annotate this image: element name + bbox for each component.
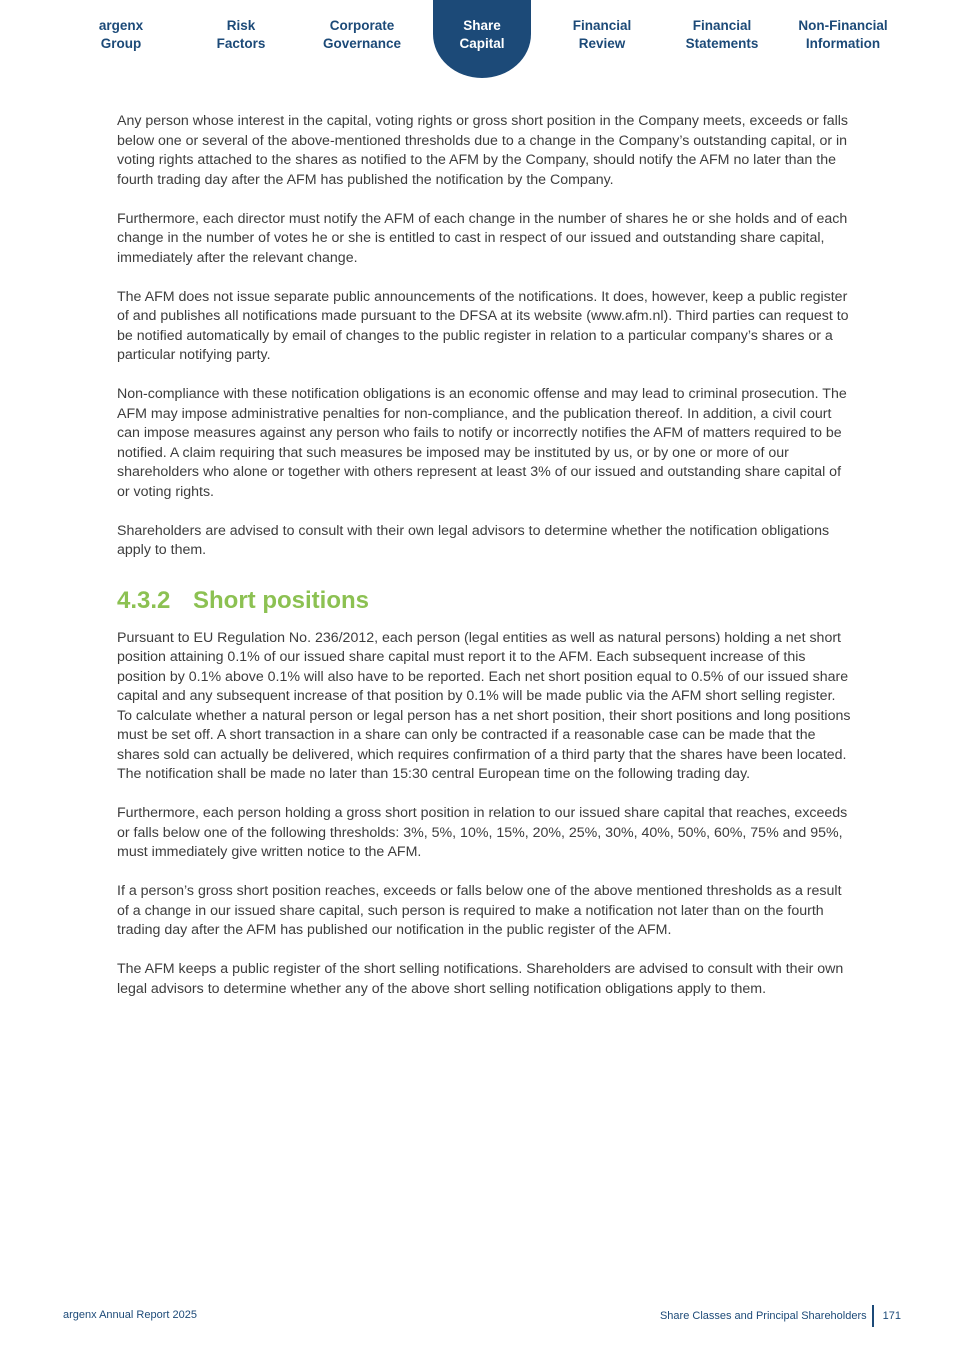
nav-tab-financial-review[interactable] xyxy=(542,10,662,70)
top-navigation xyxy=(0,0,964,80)
nav-tab-argenx-group[interactable] xyxy=(61,10,181,70)
nav-tab-label-line1: Financial xyxy=(572,18,632,33)
paragraph: Any person whose interest in the capital, voting rights or gross short position in the Company meets, exceeds or falls below one or several of the above-mentioned thresholds due to a change in the Company’s outstanding capital, or in voting rights attached to the shares as notified to the AFM by the Company, should notify the AFM no later than the fourth trading day after the AFM has published the notification by the Company. xyxy=(117,113,849,188)
nav-tab-non-financial-information[interactable] xyxy=(783,10,903,70)
section-title: Short positions xyxy=(193,586,369,614)
nav-tab-risk-factors[interactable] xyxy=(181,10,301,70)
nav-tab-share-capital[interactable] xyxy=(422,10,542,70)
footer-section-info xyxy=(660,1305,901,1327)
paragraph: Non-compliance with these notification obligations is an economic offense and may lead to criminal prosecution. The AFM may impose administrative penalties for non-compliance, and the publication thereof. In addition, a civil court can impose measures against any person who fails to notify or incorrectly notifies the AFM of matters required to be notified. A claim requiring that such measures be imposed may be instituted by us, or by one or more of our shareholders who alone or together with others represent at least 3% of our issued and outstanding share capital of or voting rights. xyxy=(117,386,847,500)
paragraph: Pursuant to EU Regulation No. 236/2012, each person (legal entities as well as natural persons) holding a net short position attaining 0.1% of our issued share capital must report it to the AFM. Each subsequent increase of this position by 0.1% above 0.1% will also have to be reported. Each net short position equal to 0.5% of our issued share capital and any subsequent increase of that position by 0.1% will be made public via the AFM short selling register. To calculate whether a natural person or legal person has a net short position, their short positions and long positions must be set off. A short transaction in a share can only be contracted if a reasonable case can be made that the shares sold can actually be delivered, which requires confirmation of a third party that the shares have been located. The notification shall be made no later than 15:30 central European time on the following trading day. xyxy=(117,629,851,782)
paragraph: If a person’s gross short position reaches, exceeds or falls below one of the above mentioned thresholds as a result of a change in our issued share capital, such person is required to make a notification not later than on the fourth trading day after the AFM has published our notification in the public register of the AFM. xyxy=(117,883,842,938)
paragraph: Shareholders are advised to consult with their own legal advisors to determine whether the notification obligations apply to them. xyxy=(117,522,830,558)
nav-tab-label-line2: Group xyxy=(100,36,142,51)
footer-section-name: Share Classes and Principal Shareholders xyxy=(659,1310,867,1322)
page-number: 171 xyxy=(882,1310,901,1322)
nav-tab-label-line2: Statements xyxy=(685,36,759,51)
nav-tab-label-line2: Information xyxy=(805,36,881,51)
paragraph: Furthermore, each person holding a gross short position in relation to our issued share capital that reaches, exceeds or falls below one of the following thresholds: 3%, 5%, 10%, 15%, 20%, 25%, 30%, 40%, 50%, 60%, 75% and 95%, must immediately give written notice to the AFM. xyxy=(117,805,848,860)
nav-tab-label-line1: argenx xyxy=(98,18,144,33)
nav-tab-financial-statements[interactable] xyxy=(662,10,782,70)
nav-tab-label-line2: Governance xyxy=(322,36,402,51)
nav-tab-label-line1: Financial xyxy=(692,18,752,33)
main-content xyxy=(117,112,851,1019)
nav-tab-label-line1: Non-Financial xyxy=(798,18,888,33)
nav-tab-label-line1: Risk xyxy=(226,18,256,33)
nav-tab-label-line2: Review xyxy=(578,36,626,51)
paragraph: The AFM does not issue separate public announcements of the notifications. It does, however, keep a public register of and publishes all notifications made pursuant to the DFSA at its website (www.afm.nl). Third parties can request to be notified automatically by email of changes to the public register in relation to a particular company’s shares or a particular notifying party. xyxy=(117,288,849,363)
paragraph: The AFM keeps a public register of the short selling notifications. Shareholders are advised to consult with their own legal advisors to determine whether any of the above short selling notification obligations apply to them. xyxy=(117,961,844,997)
footer-report-title: argenx Annual Report 2025 xyxy=(63,1309,197,1321)
nav-tab-corporate-governance[interactable] xyxy=(302,10,422,70)
section-heading xyxy=(117,586,851,616)
nav-tab-label-line2: Factors xyxy=(216,36,266,51)
paragraph: Furthermore, each director must notify the AFM of each change in the number of shares he or she holds and of each change in the number of votes he or she is entitled to cast in respect of our issued and outstanding share capital, immediately after the relevant change. xyxy=(117,210,848,266)
nav-tab-label-line2: Capital xyxy=(459,36,505,51)
nav-tab-label-line1: Corporate xyxy=(329,18,395,33)
section-number: 4.3.2 xyxy=(117,586,171,614)
nav-tab-label-line1: Share xyxy=(463,18,501,33)
